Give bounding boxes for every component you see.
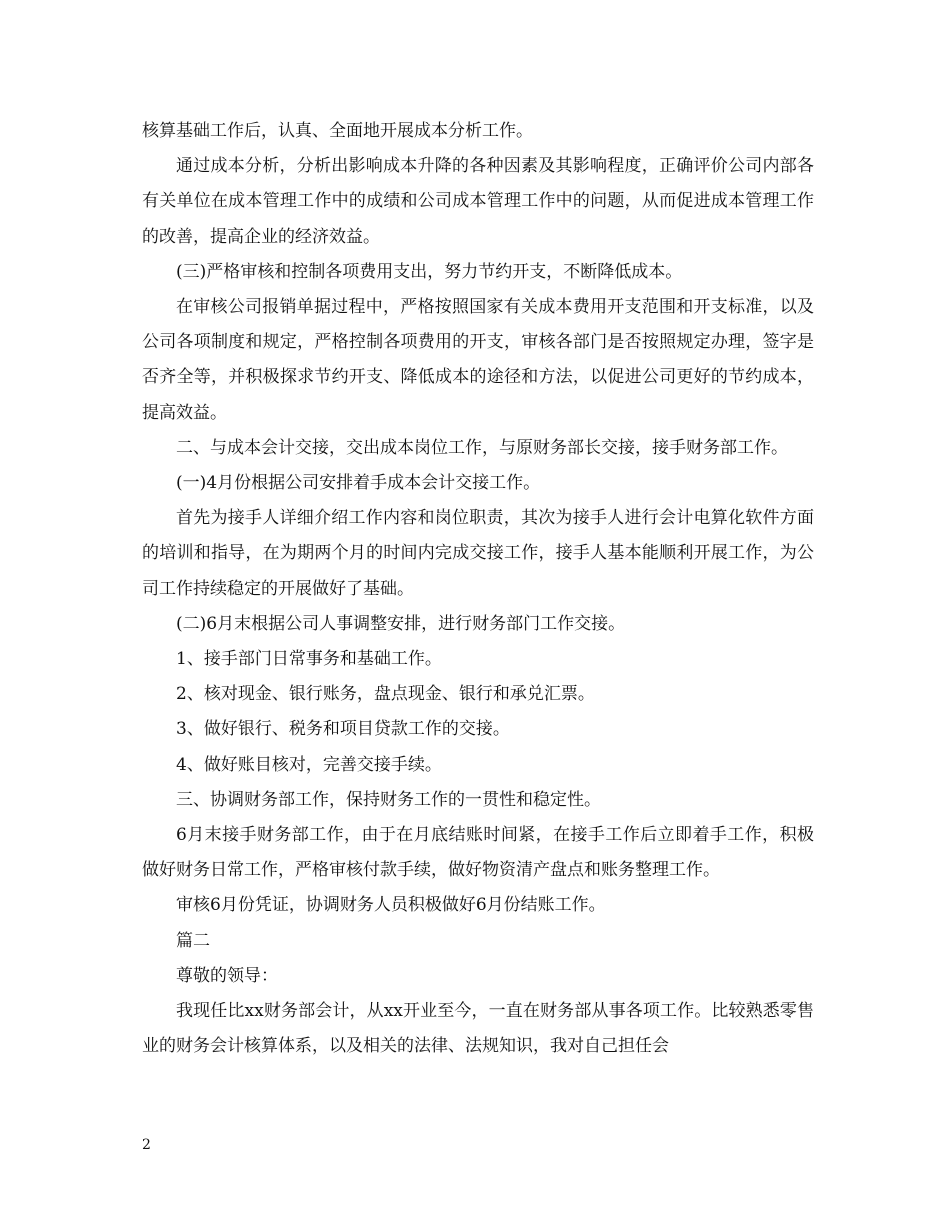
section-heading: (一)4月份根据公司安排着手成本会计交接工作。 xyxy=(176,473,541,494)
paragraph: 6月末接手财务部工作，由于在月底结账时间紧，在接手工作后立即着手工作，积极做好财务日常工作，严格审核付款手续，做好物资清产盘点和账务整理工作。 xyxy=(142,825,814,881)
salutation: 尊敬的领导： xyxy=(176,965,278,986)
list-item: 3、做好银行、税务和项目贷款工作的交接。 xyxy=(176,719,510,740)
page-number: 2 xyxy=(142,1137,151,1153)
list-item: 4、做好账目核对，完善交接手续。 xyxy=(176,754,442,775)
part-heading: 篇二 xyxy=(176,930,210,951)
list-item: 1、接手部门日常事务和基础工作。 xyxy=(176,649,442,670)
paragraph: 审核6月份凭证，协调财务人员积极做好6月份结账工作。 xyxy=(176,895,606,916)
paragraph: 在审核公司报销单据过程中，严格按照国家有关成本费用开支范围和开支标准，以及公司各项制度和规定，严格控制各项费用的开支，审核各部门是否按照规定办理，签字是否齐全等，并积极探求节约开支、降低成本的途径和方法，以促进公司更好的节约成本，提高效益。 xyxy=(142,297,814,423)
document-body xyxy=(142,114,814,1064)
paragraph: 首先为接手人详细介绍工作内容和岗位职责，其次为接手人进行会计电算化软件方面的培训和指导，在为期两个月的时间内完成交接工作，接手人基本能顺利开展工作，为公司工作持续稳定的开展做好了基础。 xyxy=(142,508,814,599)
paragraph: 我现任比xx财务部会计，从xx开业至今，一直在财务部从事各项工作。比较熟悉零售业的财务会计核算体系，以及相关的法律、法规知识，我对自己担任会 xyxy=(142,1001,814,1057)
section-heading: 二、与成本会计交接，交出成本岗位工作，与原财务部长交接，接手财务部工作。 xyxy=(176,437,788,458)
section-heading: (二)6月末根据公司人事调整安排，进行财务部门工作交接。 xyxy=(176,613,626,634)
list-item: 2、核对现金、银行账务，盘点现金、银行和承兑汇票。 xyxy=(176,684,595,705)
paragraph: 通过成本分析，分析出影响成本升降的各种因素及其影响程度，正确评价公司内部各有关单位在成本管理工作中的成绩和公司成本管理工作中的问题，从而促进成本管理工作的改善，提高企业的经济效益。 xyxy=(142,156,814,247)
section-heading: 三、协调财务部工作，保持财务工作的一贯性和稳定性。 xyxy=(176,789,601,810)
paragraph: 核算基础工作后，认真、全面地开展成本分析工作。 xyxy=(142,121,533,141)
section-heading: (三)严格审核和控制各项费用支出，努力节约开支，不断降低成本。 xyxy=(176,261,683,282)
